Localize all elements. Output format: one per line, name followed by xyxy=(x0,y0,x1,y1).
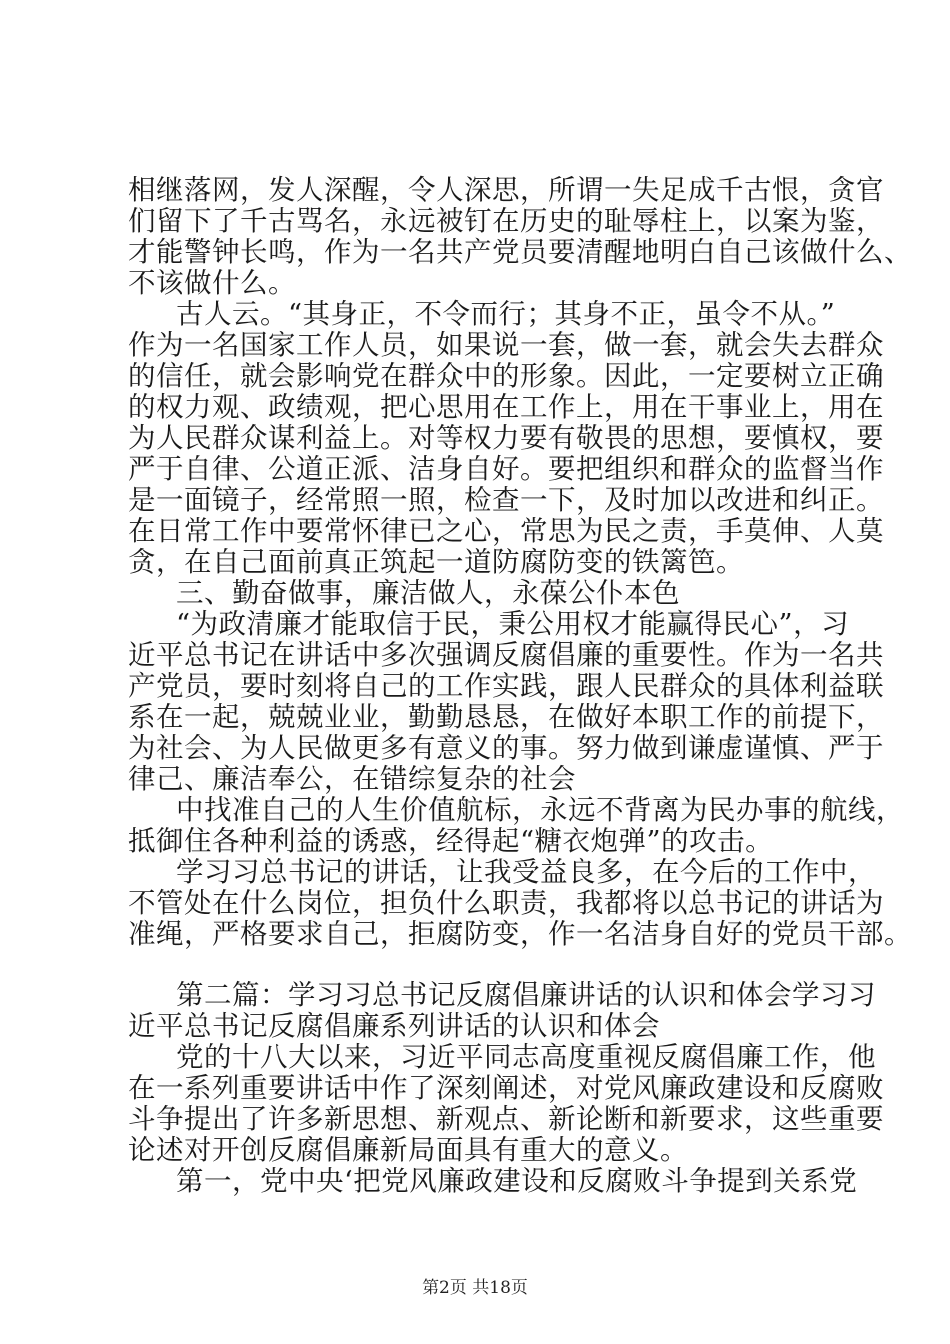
text-line: 在一系列重要讲话中作了深刻阐述，对党风廉政建设和反腐败 xyxy=(128,1072,884,1104)
text-line: 的权力观、政绩观，把心思用在工作上，用在干事业上，用在 xyxy=(128,391,884,423)
section-heading: 三、勤奋做事，廉洁做人，永葆公仆本色 xyxy=(176,577,680,609)
text-line: 党的十八大以来，习近平同志高度重视反腐倡廉工作，他 xyxy=(176,1041,876,1073)
text-line: 产党员，要时刻将自己的工作实践，跟人民群众的具体利益联 xyxy=(128,670,884,702)
chapter-heading: 近平总书记反腐倡廉系列讲话的认识和体会 xyxy=(128,1010,660,1042)
text-line: 是一面镜子，经常照一照，检查一下，及时加以改进和纠正。 xyxy=(128,484,884,516)
text-line: 不管处在什么岗位，担负什么职责，我都将以总书记的讲话为 xyxy=(128,887,884,919)
text-line: 第一，党中央‘把党风廉政建设和反腐败斗争提到关系党 xyxy=(176,1165,858,1197)
text-line: 抵御住各种利益的诱惑，经得起“糖衣炮弹”的攻击。 xyxy=(128,825,774,857)
text-line: “为政清廉才能取信于民，秉公用权才能赢得民心”，习 xyxy=(176,608,850,640)
text-line: 相继落网，发人深醒，令人深思，所谓一失足成千古恨，贪官 xyxy=(128,174,884,206)
text-line: 在日常工作中要常怀律已之心，常思为民之责，手莫伸、人莫 xyxy=(128,515,884,547)
text-line: 的信任，就会影响党在群众中的形象。因此，一定要树立正确 xyxy=(128,360,884,392)
text-line: 论述对开创反腐倡廉新局面具有重大的意义。 xyxy=(128,1134,688,1166)
text-line: 为社会、为人民做更多有意义的事。努力做到谦虚谨慎、严于 xyxy=(128,732,884,764)
text-line: 准绳，严格要求自己，拒腐防变，作一名洁身自好的党员干部。 xyxy=(128,918,912,950)
text-line: 们留下了千古骂名，永远被钉在历史的耻辱柱上，以案为鉴， xyxy=(128,205,884,237)
text-line: 系在一起，兢兢业业，勤勤恳恳，在做好本职工作的前提下， xyxy=(128,701,884,733)
text-line: 古人云。“其身正，不令而行；其身不正，虽令不从。” xyxy=(176,298,836,330)
text-line: 律己、廉洁奉公，在错综复杂的社会 xyxy=(128,763,576,795)
text-line: 严于自律、公道正派、洁身自好。要把组织和群众的监督当作 xyxy=(128,453,884,485)
text-line: 斗争提出了许多新思想、新观点、新论断和新要求，这些重要 xyxy=(128,1103,884,1135)
text-line: 不该做什么。 xyxy=(128,267,296,299)
text-line: 贪，在自己面前真正筑起一道防腐防变的铁篱笆。 xyxy=(128,546,744,578)
text-line: 为人民群众谋利益上。对等权力要有敬畏的思想，要慎权，要 xyxy=(128,422,884,454)
text-line: 学习习总书记的讲话，让我受益良多，在今后的工作中， xyxy=(176,856,876,888)
page-number-footer: 第2页 共18页 xyxy=(422,1278,528,1298)
text-line: 近平总书记在讲话中多次强调反腐倡廉的重要性。作为一名共 xyxy=(128,639,884,671)
text-line: 才能警钟长鸣，作为一名共产党员要清醒地明白自己该做什么、 xyxy=(128,236,912,268)
text-line: 作为一名国家工作人员，如果说一套，做一套，就会失去群众 xyxy=(128,329,884,361)
text-line: 中找准自己的人生价值航标，永远不背离为民办事的航线， xyxy=(176,794,904,826)
chapter-heading: 第二篇：学习习总书记反腐倡廉讲话的认识和体会学习习 xyxy=(176,979,876,1011)
